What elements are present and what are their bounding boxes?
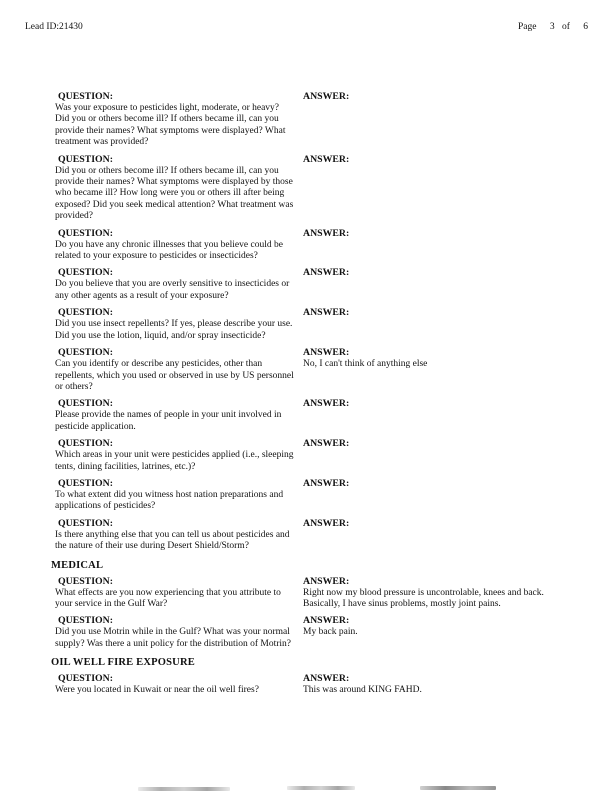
qa-block xyxy=(47,91,592,149)
question-text: Please provide the names of people in your unit involved in pesticide application. xyxy=(55,410,282,432)
question-text: Which areas in your unit were pesticides applied (i.e., sleeping tents, dining facilities, latrines, etc.)? xyxy=(55,450,294,472)
question-label: QUESTION: xyxy=(58,398,113,410)
scan-artifact xyxy=(138,787,230,791)
answer-text: No, I can't think of anything else xyxy=(303,359,428,370)
answer-column xyxy=(303,478,571,513)
page-current: 3 xyxy=(549,22,555,32)
page-label: Page xyxy=(517,22,537,32)
question-text: Is there anything else that you can tell us about pesticides and the nature of their use during Desert Shield/Storm? xyxy=(55,529,290,552)
answer-label: ANSWER: xyxy=(303,673,350,685)
answer-column xyxy=(303,347,571,393)
question-label: QUESTION: xyxy=(58,438,113,450)
qa-content xyxy=(47,86,592,697)
answer-column xyxy=(303,398,571,433)
answer-label: ANSWER: xyxy=(303,227,350,239)
answer-column xyxy=(303,228,571,263)
answer-column xyxy=(303,673,571,696)
question-column xyxy=(47,398,303,433)
answer-column xyxy=(303,307,571,342)
question-column xyxy=(47,576,303,611)
question-column xyxy=(47,518,303,553)
answer-label: ANSWER: xyxy=(303,477,350,489)
question-column xyxy=(47,267,303,302)
answer-column xyxy=(303,438,571,473)
answer-column xyxy=(303,576,571,611)
question-label: QUESTION: xyxy=(58,477,113,489)
answer-column xyxy=(303,267,571,302)
answer-column xyxy=(303,518,571,553)
question-label: QUESTION: xyxy=(58,153,113,165)
qa-block xyxy=(47,518,592,553)
answer-label: ANSWER: xyxy=(303,267,350,279)
qa-block xyxy=(47,347,592,393)
page-of-label: of xyxy=(561,22,570,32)
question-label: QUESTION: xyxy=(58,575,113,587)
question-text: What effects are you now experiencing that you attribute to your service in the Gulf War? xyxy=(55,587,281,609)
question-column xyxy=(47,91,303,149)
question-text: Do you believe that you are overly sensitive to insecticides or any other agents as a result of your exposure? xyxy=(55,279,290,301)
answer-label: ANSWER: xyxy=(303,153,350,165)
qa-block xyxy=(47,673,592,696)
scan-artifact xyxy=(420,786,496,790)
answer-label: ANSWER: xyxy=(303,517,350,529)
question-label: QUESTION: xyxy=(58,227,113,239)
question-label: QUESTION: xyxy=(58,673,113,685)
question-label: QUESTION: xyxy=(58,347,113,359)
answer-label: ANSWER: xyxy=(303,575,350,587)
answer-column xyxy=(303,615,571,650)
qa-block xyxy=(47,228,592,263)
question-text: Were you located in Kuwait or near the oil well fires? xyxy=(55,685,259,696)
answer-label: ANSWER: xyxy=(303,347,350,359)
answer-label: ANSWER: xyxy=(303,91,350,102)
page-number xyxy=(518,22,588,32)
question-column xyxy=(47,307,303,342)
question-text: To what extent did you witness host nation preparations and applications of pesticides? xyxy=(55,489,284,512)
question-text: Can you identify or describe any pesticides, other than repellents, which you used or observed in use by US personnel or others? xyxy=(55,359,294,392)
answer-text: This was around KING FAHD. xyxy=(303,685,422,696)
qa-block xyxy=(47,154,592,223)
section-title: OIL WELL FIRE EXPOSURE xyxy=(51,657,195,669)
section-title: MEDICAL xyxy=(51,559,104,571)
question-column xyxy=(47,673,303,696)
qa-block xyxy=(47,267,592,302)
answer-label: ANSWER: xyxy=(303,307,350,319)
qa-block xyxy=(47,615,592,650)
question-column xyxy=(47,347,303,393)
question-text: Did you use Motrin while in the Gulf? What was your normal supply? Was there a unit policy for the distribution of Motrin? xyxy=(55,627,291,649)
question-column xyxy=(47,228,303,263)
question-text: Did you use insect repellents? If yes, please describe your use. Did you use the lotion, liquid, and/or spray insecticide? xyxy=(55,319,293,341)
answer-column xyxy=(303,91,571,149)
lead-id: Lead ID:21430 xyxy=(25,22,83,32)
page-total: 6 xyxy=(583,22,588,32)
qa-block xyxy=(47,398,592,433)
qa-block xyxy=(47,307,592,342)
question-column xyxy=(47,478,303,513)
question-column xyxy=(47,154,303,223)
question-label: QUESTION: xyxy=(58,267,113,279)
scan-artifact xyxy=(287,786,355,790)
question-text: Was your exposure to pesticides light, moderate, or heavy? Did you or others become ill? If others became ill, can you provide their names? What symptoms were displayed? What treatment was provided? xyxy=(55,103,286,148)
question-label: QUESTION: xyxy=(58,91,113,102)
question-text: Did you or others become ill? If others became ill, can you provide their names? What symptoms were displayed by those who became ill? How long were you or others ill after being exposed? Did you seek medical attention? What treatment was provided? xyxy=(55,165,294,222)
answer-label: ANSWER: xyxy=(303,615,350,627)
qa-block xyxy=(47,438,592,473)
answer-text: My back pain. xyxy=(303,627,358,638)
qa-block xyxy=(47,576,592,611)
question-column xyxy=(47,438,303,473)
question-label: QUESTION: xyxy=(58,307,113,319)
question-label: QUESTION: xyxy=(58,517,113,529)
answer-label: ANSWER: xyxy=(303,398,350,410)
page-header xyxy=(25,22,588,32)
question-column xyxy=(47,615,303,650)
answer-label: ANSWER: xyxy=(303,438,350,450)
question-label: QUESTION: xyxy=(58,615,113,627)
answer-column xyxy=(303,154,571,223)
answer-text: Right now my blood pressure is uncontrolable, knees and back. Basically, I have sinus problems, mostly joint pains. xyxy=(303,587,544,609)
question-text: Do you have any chronic illnesses that you believe could be related to your exposure to pesticides or insecticides? xyxy=(55,239,283,262)
qa-block xyxy=(47,478,592,513)
